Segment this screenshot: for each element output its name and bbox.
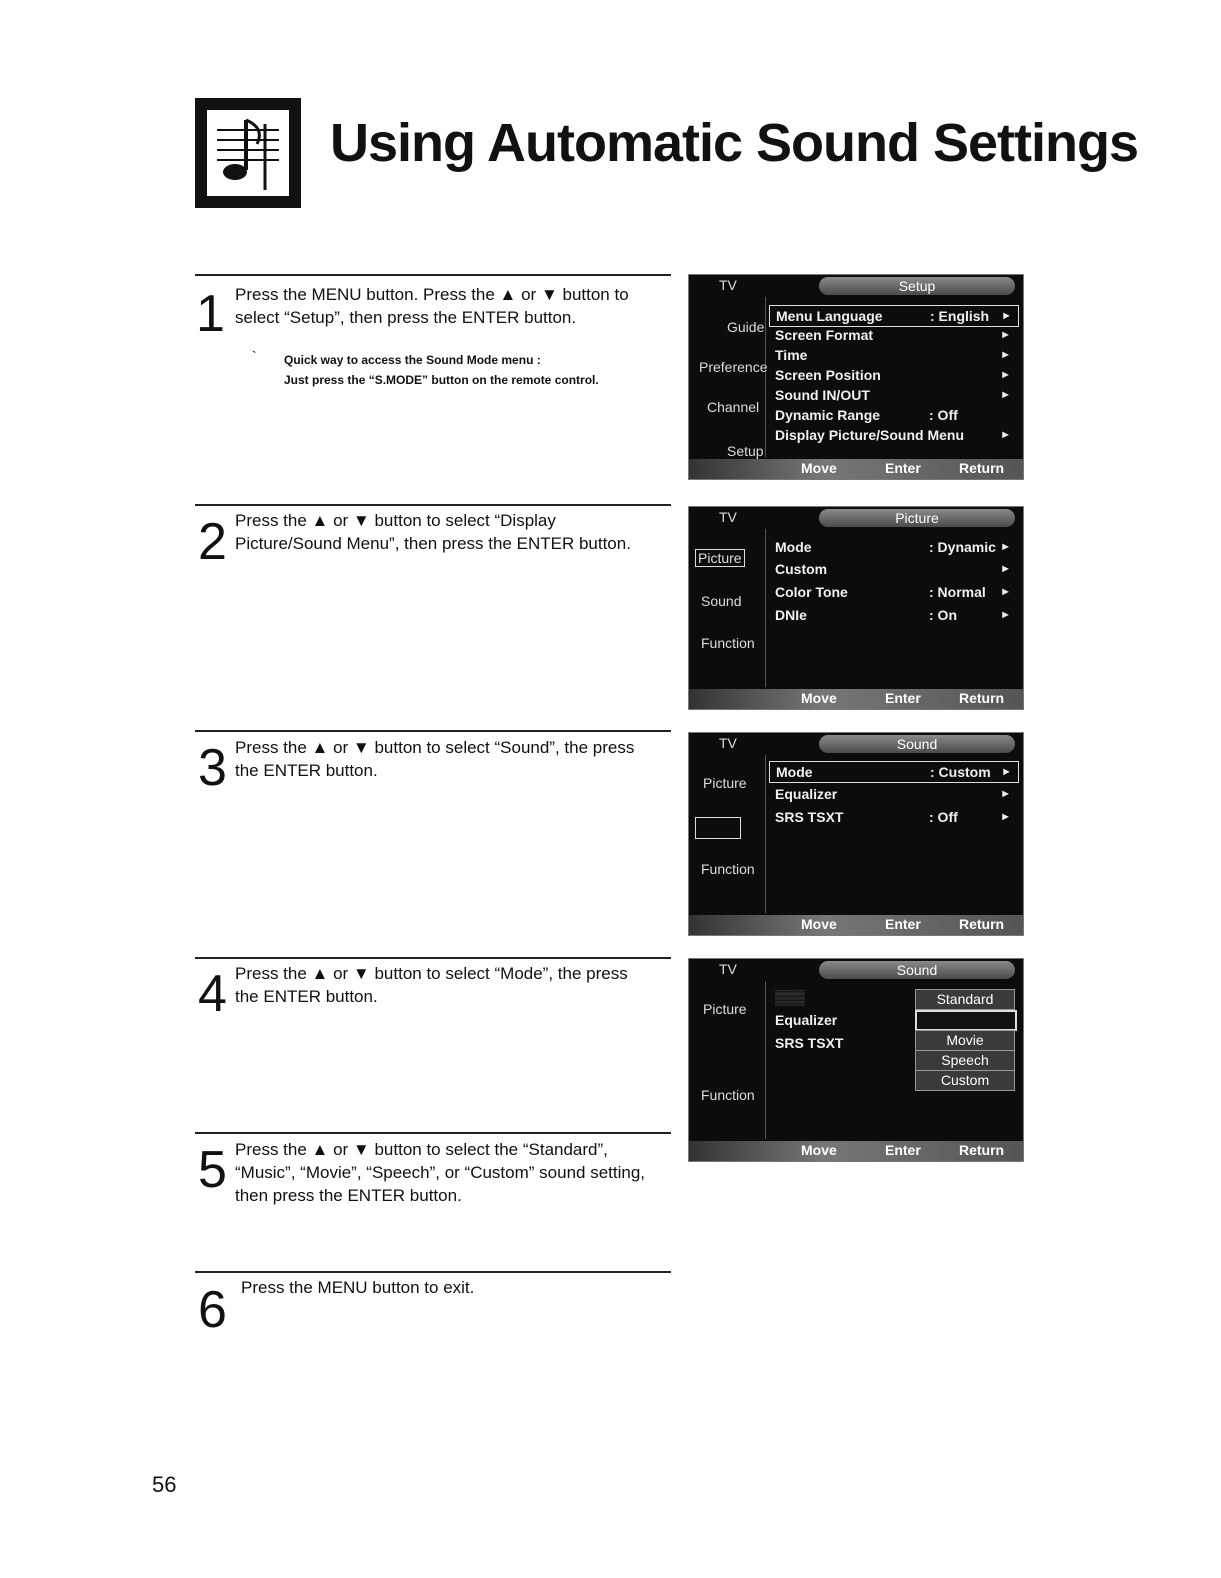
option-speech[interactable]: Speech	[915, 1050, 1015, 1071]
row-value: : Custom	[930, 764, 991, 780]
side-item-picture: Picture	[703, 775, 747, 791]
menu-row[interactable]	[769, 405, 1017, 425]
side-item-function: Function	[701, 635, 755, 651]
side-item-sound: Sound	[701, 593, 742, 609]
row-label: Dynamic Range	[775, 407, 881, 423]
step-number: 6	[198, 1281, 227, 1339]
step-divider	[195, 504, 671, 506]
menu-row[interactable]	[769, 807, 1017, 827]
row-value: : On	[929, 607, 957, 623]
row-label: Screen Format	[775, 327, 874, 343]
row-label: SRS TSXT	[775, 809, 844, 825]
sound-icon	[695, 817, 741, 839]
row-value: : English	[930, 308, 990, 324]
note-mark: `	[252, 348, 257, 364]
footer-return: Return	[959, 690, 1005, 706]
row-value: : Off	[929, 407, 958, 423]
side-menu	[689, 981, 766, 1139]
arrow-right-icon: ►	[1000, 349, 1011, 361]
footer-move: Move	[801, 1142, 837, 1158]
footer-move: Move	[801, 690, 837, 706]
menu-row[interactable]	[769, 305, 1019, 327]
step-number: 1	[196, 285, 225, 343]
menu-row[interactable]	[769, 385, 1017, 405]
arrow-right-icon: ►	[1001, 766, 1012, 778]
side-item-setup: Setup	[727, 443, 764, 459]
tv-label: TV	[719, 277, 737, 293]
step-divider	[195, 274, 671, 276]
menu-row[interactable]	[769, 559, 1017, 579]
option-music[interactable]	[915, 1010, 1017, 1031]
step-instruction: Press the ▲ or ▼ button to select “Mode”, the press the ENTER button.	[235, 964, 628, 1006]
music-note-icon	[195, 98, 301, 208]
row-label: Equalizer	[775, 786, 838, 802]
tv-screen-picture	[688, 506, 1024, 710]
step-divider	[195, 1132, 671, 1134]
footer-return: Return	[959, 460, 1005, 476]
tv-screen-setup	[688, 274, 1024, 480]
menu-row[interactable]	[769, 761, 1019, 783]
menu-header: Sound	[819, 735, 1015, 753]
step-number: 3	[198, 739, 227, 797]
step-divider	[195, 957, 671, 959]
footer-move: Move	[801, 460, 837, 476]
step-number: 4	[198, 965, 227, 1023]
option-movie[interactable]: Movie	[915, 1030, 1015, 1051]
page-number: 56	[152, 1472, 177, 1497]
menu-row[interactable]	[769, 784, 1017, 804]
footer-enter: Enter	[885, 1142, 921, 1158]
menu-row[interactable]	[769, 537, 1017, 557]
side-item-channel: Channel	[707, 399, 760, 415]
tv-screen-sound	[688, 732, 1024, 936]
option-standard[interactable]: Standard	[915, 989, 1015, 1010]
sound-icon	[695, 1043, 735, 1063]
step-instruction: Press the MENU button. Press the ▲ or ▼ button to select “Setup”, then press the ENTER button.	[235, 285, 629, 327]
row-value: : Off	[929, 809, 958, 825]
row-label: Menu Language	[776, 308, 883, 324]
row-label: SRS TSXT	[775, 1035, 844, 1051]
side-item-picture: Picture	[703, 1001, 747, 1017]
menu-row[interactable]	[769, 605, 1017, 625]
note-title: Quick way to access the Sound Mode menu :	[284, 353, 541, 367]
side-item-picture: Picture	[695, 549, 745, 567]
menu-row[interactable]	[769, 582, 1017, 602]
footer-enter: Enter	[885, 916, 921, 932]
arrow-right-icon: ►	[1000, 329, 1011, 341]
arrow-right-icon: ►	[1000, 429, 1011, 441]
row-label: Sound IN/OUT	[775, 387, 870, 403]
footer-move: Move	[801, 916, 837, 932]
menu-row[interactable]	[769, 345, 1017, 365]
row-label: Screen Position	[775, 367, 881, 383]
side-item-preference: Preference	[699, 359, 768, 375]
row-label-mode: ▒▒▒	[775, 989, 805, 1005]
arrow-right-icon: ►	[1000, 609, 1011, 621]
side-item-guide: Guide	[727, 319, 765, 335]
arrow-right-icon: ►	[1000, 541, 1011, 553]
side-menu	[689, 755, 766, 913]
arrow-right-icon: ►	[1000, 563, 1011, 575]
osd-footer	[689, 689, 1023, 709]
step-number: 5	[198, 1141, 227, 1199]
side-menu	[689, 297, 766, 457]
side-item-function: Function	[701, 1087, 755, 1103]
footer-return: Return	[959, 1142, 1005, 1158]
footer-return: Return	[959, 916, 1005, 932]
tv-label: TV	[719, 961, 737, 977]
menu-header: Picture	[819, 509, 1015, 527]
arrow-right-icon: ►	[1000, 586, 1011, 598]
menu-row[interactable]	[769, 425, 1017, 445]
row-label: DNIe	[775, 607, 807, 623]
menu-header: Setup	[819, 277, 1015, 295]
step-divider	[195, 1271, 671, 1273]
row-label: Custom	[775, 561, 828, 577]
footer-enter: Enter	[885, 690, 921, 706]
step-instruction: Press the ▲ or ▼ button to select the “Standard”, “Music”, “Movie”, “Speech”, or “Custom” sound setting, then press the ENTER button.	[235, 1140, 646, 1205]
tv-label: TV	[719, 735, 737, 751]
arrow-right-icon: ►	[1001, 310, 1012, 322]
row-value: : Normal	[929, 584, 986, 600]
row-label: Equalizer	[775, 1012, 838, 1028]
osd-footer	[689, 459, 1023, 479]
arrow-right-icon: ►	[1000, 389, 1011, 401]
row-value: : Dynamic	[929, 539, 996, 555]
row-label: Color Tone	[775, 584, 848, 600]
footer-enter: Enter	[885, 460, 921, 476]
option-custom[interactable]: Custom	[915, 1070, 1015, 1091]
note-text: Just press the “S.MODE” button on the remote control.	[284, 373, 599, 387]
osd-footer	[689, 915, 1023, 935]
step-instruction: Press the ▲ or ▼ button to select “Display Picture/Sound Menu”, then press the ENTER button.	[235, 511, 631, 553]
page-title: Using Automatic Sound Settings	[330, 113, 1139, 173]
row-label: Time	[775, 347, 808, 363]
menu-row[interactable]	[769, 365, 1017, 385]
arrow-right-icon: ►	[1000, 788, 1011, 800]
tv-label: TV	[719, 509, 737, 525]
step-instruction: Press the ▲ or ▼ button to select “Sound”, the press the ENTER button.	[235, 738, 635, 780]
step-divider	[195, 730, 671, 732]
menu-header: Sound	[819, 961, 1015, 979]
side-menu	[689, 529, 766, 687]
row-label: Mode	[776, 764, 813, 780]
row-label: Display Picture/Sound Menu	[775, 427, 965, 443]
osd-footer	[689, 1141, 1023, 1161]
arrow-right-icon: ►	[1000, 369, 1011, 381]
tv-screen-sound-mode	[688, 958, 1024, 1162]
arrow-right-icon: ►	[1000, 811, 1011, 823]
row-label: Mode	[775, 539, 812, 555]
menu-row[interactable]	[769, 325, 1017, 345]
step-number: 2	[198, 513, 227, 571]
side-item-function: Function	[701, 861, 755, 877]
step-instruction: Press the MENU button to exit.	[241, 1278, 475, 1297]
